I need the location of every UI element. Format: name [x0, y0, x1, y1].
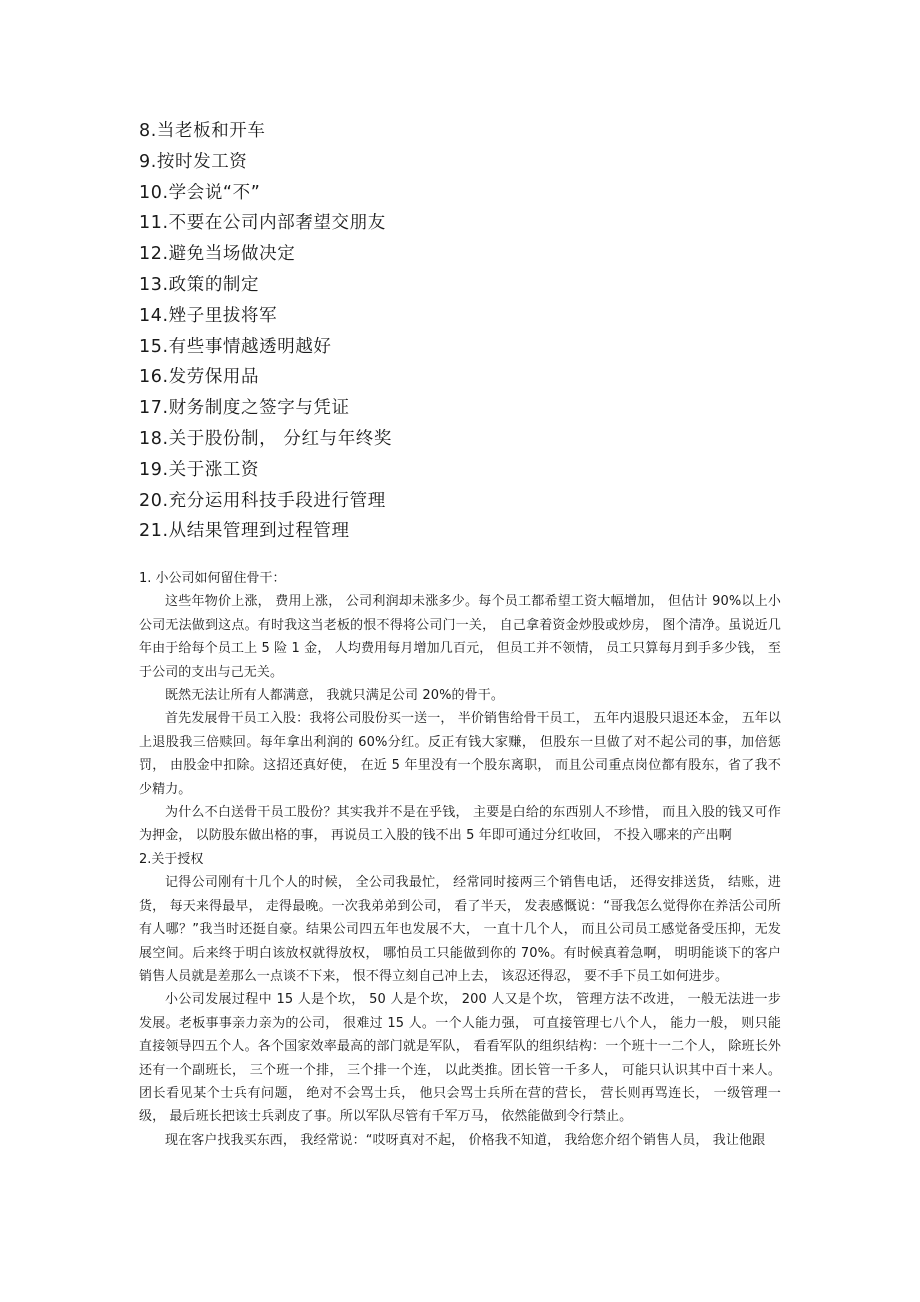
toc-item: 15.有些事情越透明越好	[139, 336, 332, 357]
toc-item: 8.当老板和开车	[139, 121, 266, 141]
article-body	[139, 567, 781, 1152]
toc-item: 16.发劳保用品	[139, 367, 260, 388]
paragraph: 既然无法让所有人都满意， 我就只满足公司 20%的骨干。	[165, 688, 504, 704]
paragraph: 为什么不白送骨干员工股份？其实我并不是在乎钱， 主要是白给的东西别人不珍惜， 而且入股的钱又可作为押金， 以防股东做出格的事， 再说员工入股的钱不出 5 年即可通过分红收回， 不投入哪来的产出啊	[139, 805, 781, 844]
paragraph: 记得公司刚有十几个人的时候， 全公司我最忙， 经常同时接两三个销售电话， 还得安排送货， 结账，进货， 每天来得最早， 走得最晚。一次我弟弟到公司， 看了半天， 发表感慨说：“哥我怎么觉得你在养活公司所有人哪？”我当时还挺自豪。结果公司四五年也发展不大， 一直十几个人， 而且公司员工感觉备受压抑，无发展空间。后来终于明白该放权就得放权， 哪怕员工只能做到你的 70%。有时候真着急啊， 明明能谈下的客户销售人员就是差那么一点谈不下来， 恨不得立刻自己冲上去， 该忍还得忍， 要不手下员工如何进步。	[139, 875, 781, 984]
toc-item: 19.关于涨工资	[139, 459, 260, 480]
section-heading: 1. 小公司如何留住骨干：	[139, 571, 286, 586]
toc-item: 11.不要在公司内部奢望交朋友	[139, 213, 386, 234]
toc-item: 10.学会说“不”	[139, 182, 261, 203]
toc-item: 13.政策的制定	[139, 274, 260, 295]
table-of-contents	[139, 116, 779, 547]
paragraph: 这些年物价上涨， 费用上涨， 公司利润却未涨多少。每个员工都希望工资大幅增加， 但估计 90%以上小公司无法做到这点。有时我这当老板的恨不得将公司门一关， 自己拿着资金炒股或炒房， 图个清净。虽说近几年由于给每个员工上 5 险 1 金， 人均费用每月增加几百元， 但员工并不领情， 员工只算每月到手多少钱， 至于公司的支出与己无关。	[139, 594, 781, 680]
paragraph: 现在客户找我买东西， 我经常说：“哎呀真对不起， 价格我不知道， 我给您介绍个销售人员， 我让他跟	[165, 1132, 766, 1148]
toc-item: 9.按时发工资	[139, 151, 248, 172]
toc-item: 18.关于股份制， 分红与年终奖	[139, 428, 392, 449]
toc-item: 12.避免当场做决定	[139, 244, 296, 265]
toc-item: 17.财务制度之签字与凭证	[139, 398, 350, 419]
toc-item: 14.矬子里拔将军	[139, 305, 278, 326]
section-heading: 2.关于授权	[139, 851, 204, 867]
toc-item: 20.充分运用科技手段进行管理	[139, 490, 386, 511]
paragraph: 首先发展骨干员工入股：我将公司股份买一送一， 半价销售给骨干员工， 五年内退股只退还本金， 五年以上退股我三倍赎回。每年拿出利润的 60%分红。反正有钱大家赚， 但股东一旦做了对不起公司的事，加倍惩罚， 由股金中扣除。这招还真好使， 在近 5 年里没有一个股东离职， 而且公司重点岗位都有股东，省了我不少精力。	[139, 711, 781, 797]
paragraph: 小公司发展过程中 15 人是个坎， 50 人是个坎， 200 人又是个坎， 管理方法不改进， 一般无法进一步发展。老板事事亲力亲为的公司， 很难过 15 人。一个人能力强， 可直接管理七八个人， 能力一般， 则只能直接领导四五个人。各个国家效率最高的部门就是军队， 看看军队的组织结构：一个班十一二个人， 除班长外还有一个副班长， 三个班一个排， 三个排一个连， 以此类推。团长管一千多人， 可能只认识其中百十来人。团长看见某个士兵有问题， 绝对不会骂士兵， 他只会骂士兵所在营的营长， 营长则再骂连长， 一级管理一级， 最后班长把该士兵剥皮了事。所以军队尽管有千军万马， 依然能做到令行禁止。	[139, 992, 781, 1125]
toc-item: 21.从结果管理到过程管理	[139, 521, 350, 542]
